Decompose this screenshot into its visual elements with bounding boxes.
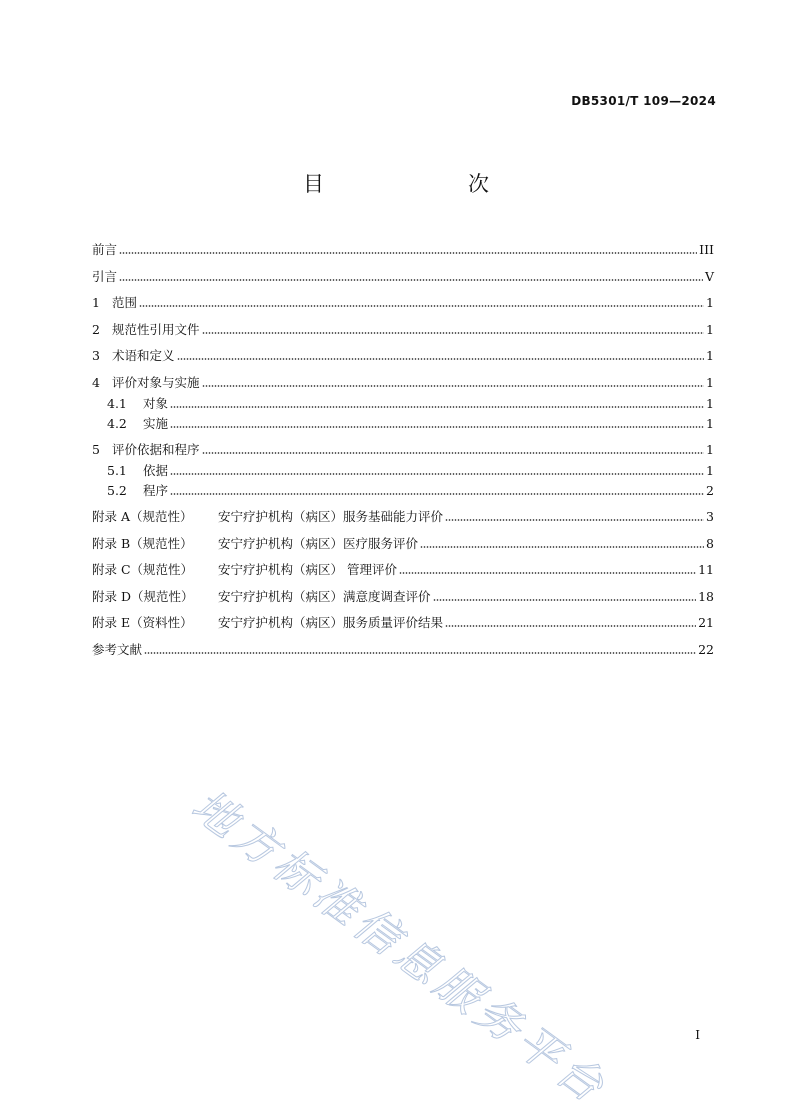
toc-entry-appendix-a[interactable]: [92, 508, 714, 526]
toc-label: 程序: [143, 483, 169, 498]
toc-label: 引言: [92, 269, 118, 284]
toc-number: 5: [92, 442, 100, 457]
toc-page: 8: [706, 536, 714, 551]
dot-leader: [170, 492, 704, 496]
toc-number: 4.1: [107, 396, 127, 411]
toc-appendix-prefix: 附录 C（规范性）: [92, 562, 194, 577]
toc-label: 安宁疗护机构（病区）服务质量评价结果: [218, 615, 444, 630]
toc-label: 安宁疗护机构（病区）满意度调查评价: [218, 589, 431, 604]
toc-label: 前言: [92, 242, 118, 257]
toc-number: 4: [92, 375, 100, 390]
watermark: 地方标准信息服务平台: [182, 780, 617, 1116]
toc-entry-3[interactable]: [92, 347, 714, 365]
toc-label: 术语和定义: [112, 348, 175, 363]
document-code: DB5301/T 109—2024: [571, 94, 716, 108]
toc-page: V: [704, 269, 714, 284]
toc-label: 依据: [143, 463, 169, 478]
toc-page: 1: [706, 348, 714, 363]
dot-leader: [144, 651, 696, 655]
toc-label: 实施: [143, 416, 169, 431]
toc-entry-1[interactable]: [92, 294, 714, 312]
toc-number: 3: [92, 348, 100, 363]
toc-entry-4-1[interactable]: [107, 395, 714, 413]
toc-entry-4[interactable]: [92, 374, 714, 392]
toc-number: 5.2: [107, 483, 127, 498]
toc-page: 3: [706, 509, 714, 524]
toc-page: 1: [706, 396, 714, 411]
toc-label: 规范性引用文件: [112, 322, 200, 337]
toc-page: 1: [706, 322, 714, 337]
toc-label: 安宁疗护机构（病区） 管理评价: [218, 562, 397, 577]
page-number: I: [695, 1028, 700, 1042]
toc-entry-introduction[interactable]: [92, 268, 714, 286]
dot-leader: [139, 304, 704, 308]
dot-leader: [170, 425, 704, 429]
toc-label: 安宁疗护机构（病区）医疗服务评价: [218, 536, 419, 551]
toc-label: 安宁疗护机构（病区）服务基础能力评价: [218, 509, 444, 524]
toc-page: 1: [706, 442, 714, 457]
dot-leader: [202, 451, 705, 455]
toc-label: 评价对象与实施: [112, 375, 200, 390]
toc-entry-5-1[interactable]: [107, 462, 714, 480]
dot-leader: [177, 357, 705, 361]
toc-entry-4-2[interactable]: [107, 415, 714, 433]
toc-entry-2[interactable]: [92, 321, 714, 339]
dot-leader: [119, 251, 697, 255]
dot-leader: [445, 624, 696, 628]
dot-leader: [119, 278, 703, 282]
toc-label: 参考文献: [92, 642, 143, 657]
toc-entry-appendix-c[interactable]: [92, 561, 714, 579]
toc-entry-appendix-e[interactable]: [92, 614, 714, 632]
dot-leader: [399, 571, 696, 575]
toc-label: 范围: [112, 295, 138, 310]
toc-number: 2: [92, 322, 100, 337]
toc-label: 对象: [143, 396, 169, 411]
toc-label: 评价依据和程序: [112, 442, 200, 457]
dot-leader: [170, 472, 704, 476]
toc-entry-appendix-b[interactable]: [92, 535, 714, 553]
toc-number: 4.2: [107, 416, 127, 431]
toc-entry-bibliography[interactable]: [92, 641, 714, 659]
toc-page: 11: [698, 562, 714, 577]
toc-page: 21: [698, 615, 714, 630]
dot-leader: [170, 405, 704, 409]
toc-page: 1: [706, 295, 714, 310]
toc-page: 22: [698, 642, 714, 657]
toc-page: 18: [698, 589, 714, 604]
toc-title: 目 次: [303, 172, 523, 196]
toc-number: 1: [92, 295, 100, 310]
toc-appendix-prefix: 附录 D（规范性）: [92, 589, 194, 604]
dot-leader: [445, 518, 704, 522]
toc-entry-appendix-d[interactable]: [92, 588, 714, 606]
toc-appendix-prefix: 附录 A（规范性）: [92, 509, 193, 524]
toc-number: 5.1: [107, 463, 127, 478]
dot-leader: [202, 331, 705, 335]
dot-leader: [420, 545, 704, 549]
toc-page: 1: [706, 375, 714, 390]
toc-appendix-prefix: 附录 E（资料性）: [92, 615, 193, 630]
toc-entry-5-2[interactable]: [107, 482, 714, 500]
toc-entry-5[interactable]: [92, 441, 714, 459]
toc-appendix-prefix: 附录 B（规范性）: [92, 536, 193, 551]
toc-page: 2: [706, 483, 714, 498]
toc-page: 1: [706, 463, 714, 478]
toc-page: III: [699, 242, 714, 257]
dot-leader: [202, 384, 705, 388]
toc-entry-foreword[interactable]: [92, 241, 714, 259]
dot-leader: [433, 598, 697, 602]
toc-page: 1: [706, 416, 714, 431]
